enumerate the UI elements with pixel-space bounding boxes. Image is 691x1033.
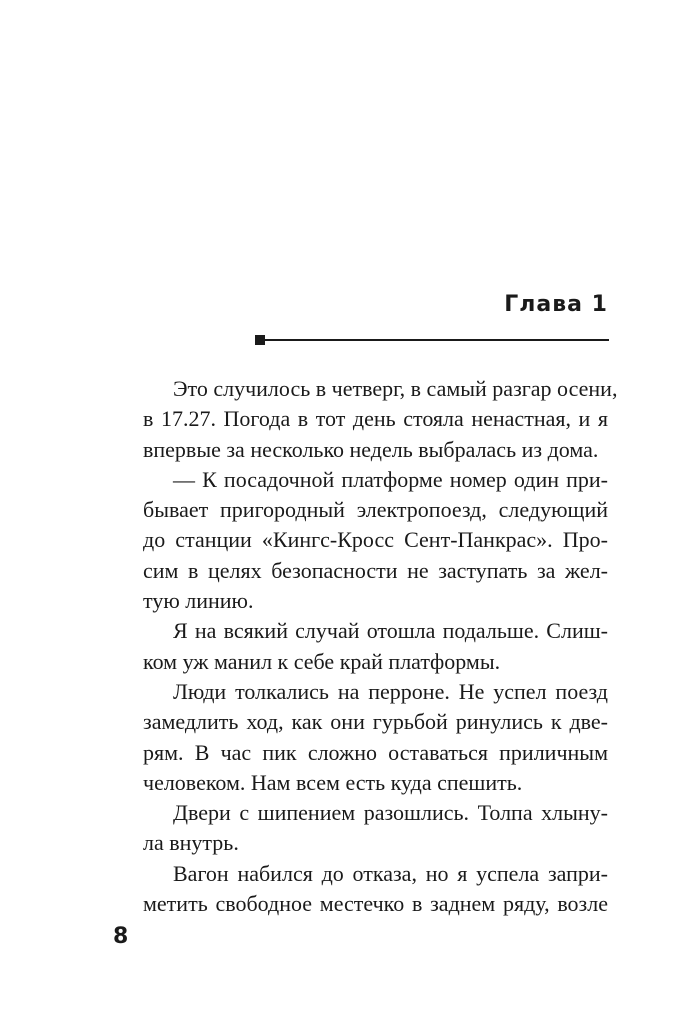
text-line: Я на всякий случай отошла подальше. Слиш- bbox=[173, 618, 608, 644]
text-line: ла внутрь. bbox=[143, 830, 239, 856]
text-line: тую линию. bbox=[143, 588, 254, 614]
body-text bbox=[113, 374, 618, 919]
text-line: ком уж манил к себе край платформы. bbox=[143, 648, 501, 674]
chapter-rule-line bbox=[262, 339, 609, 341]
text-line: человеком. Нам всем есть куда спешить. bbox=[143, 769, 523, 795]
text-line: метить свободное местечко в заднем ряду, возле bbox=[143, 891, 608, 917]
paragraph bbox=[113, 859, 608, 920]
text-line: в 17.27. Погода в тот день стояла ненастная, и я bbox=[143, 406, 608, 432]
text-line: — К посадочной платформе номер один при- bbox=[173, 466, 608, 492]
chapter-title: Глава 1 bbox=[504, 292, 608, 317]
text-line: Двери с шипением разошлись. Толпа хлыну- bbox=[173, 800, 608, 826]
paragraph bbox=[113, 798, 608, 859]
text-line: Люди толкались на перроне. Не успел поезд bbox=[173, 678, 608, 704]
paragraph bbox=[113, 374, 618, 465]
text-line: замедлить ход, как они гурьбой ринулись к две- bbox=[143, 709, 608, 735]
text-line: Вагон набился до отказа, но я успела запри- bbox=[173, 860, 608, 886]
text-line: бывает пригородный электропоезд, следующий bbox=[143, 497, 608, 523]
text-line: сим в целях безопасности не заступать за жел- bbox=[143, 557, 608, 583]
paragraph bbox=[113, 616, 608, 677]
text-line: Это случилось в четверг, в самый разгар осени, bbox=[173, 376, 618, 401]
text-line: впервые за несколько недель выбралась из дома. bbox=[143, 436, 599, 462]
paragraph bbox=[113, 465, 608, 616]
page-number: 8 bbox=[113, 924, 129, 949]
paragraph bbox=[113, 677, 608, 798]
text-line: до станции «Кингс-Кросс Сент-Панкрас». Про- bbox=[143, 527, 608, 553]
text-line: рям. В час пик сложно оставаться приличным bbox=[143, 739, 608, 765]
